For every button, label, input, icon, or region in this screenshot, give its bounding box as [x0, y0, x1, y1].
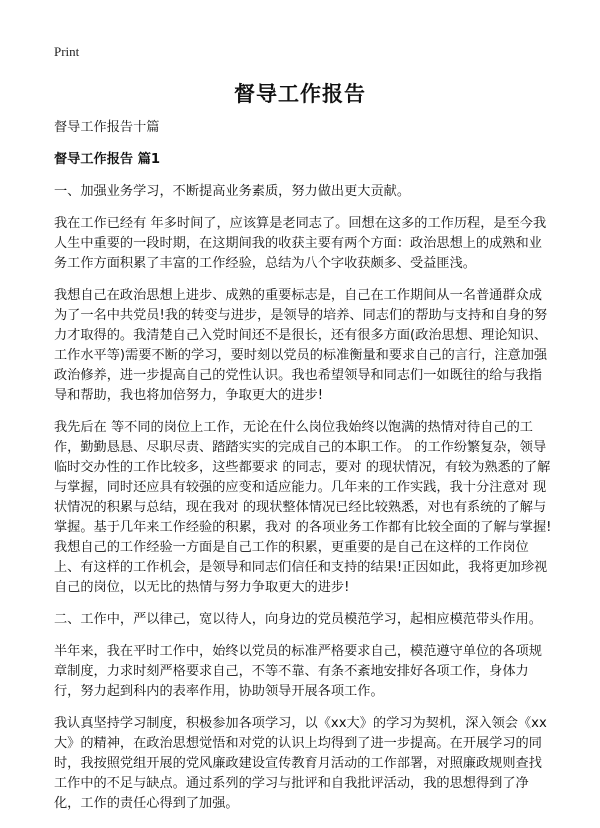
page-title: 督导工作报告 [234, 82, 366, 106]
paragraph: 一、加强业务学习，不断提高业务素质，努力做出更大贡献。 [54, 184, 411, 199]
paragraph: 我先后在 等不同的岗位上工作，无论在什么岗位我始终以饱满的热情对待自己的工作，勤勤恳恳、尽职尽责、踏踏实实的完成自己的本职工作。 的工作纷繁复杂，领导临时交办性的工作比较多，这些都要求 的同志，要对 的现状情况，有较为熟悉的了解与掌握，同时还应具有较强的应变和适应能力。几年来的工作实践，我十分注意对 现状情况的积累与总结，现在我对 的现状整体情况已经比较熟悉，对也有系统的了解与掌握。基于几年来工作经验的积累，我对 的各项业务工作都有比较全面的了解与掌握!我想自己的工作经验一方面是自己工作的积累，更重要的是自己在这样的工作岗位上、有这样的工作机会，是领导和同志们信任和支持的结果!正因如此，我将更加珍视自己的岗位，以无比的热情与努力争取更大的进步! [54, 420, 552, 595]
document-body [54, 118, 554, 826]
document-subtitle: 督导工作报告十篇 [54, 120, 160, 135]
print-link[interactable]: Print [54, 44, 80, 59]
section-heading: 督导工作报告 篇1 [54, 152, 161, 167]
paragraph: 我认真坚持学习制度，积极参加各项学习，以《xx大》的学习为契机，深入领会《xx大》的精神，在政治思想觉悟和对党的认识上均得到了进一步提高。在开展学习的同时，我按照党组开展的党风廉政建设宣传教育月活动的工作部署，对照廉政规则查找工作中的不足与缺点。通过系列的学习与批评和自我批评活动，我的思想得到了净化，工作的责任心得到了加强。 [54, 716, 547, 811]
paragraph: 我在工作已经有 年多时间了，应该算是老同志了。回想在这多的工作历程，是至今我人生中重要的一段时期，在这期间我的收获主要有两个方面：政治思想上的成熟和业务工作方面积累了丰富的工作经验，总结为八个字收获颇多、受益匪浅。 [54, 216, 547, 271]
paragraph: 二、工作中，严以律己，宽以待人，向身边的党员模范学习，起相应模范带头作用。 [54, 612, 542, 627]
paragraph: 我想自己在政治思想上进步、成熟的重要标志是，自己在工作期间从一名普通群众成为了一名中共党员!我的转变与进步，是领导的培养、同志们的帮助与支持和自身的努力才取得的。我清楚自己入党时间还不是很长，还有很多方面(政治思想、理论知识、工作水平等)需要不断的学习，要时刻以党员的标准衡量和要求自己的言行，注意加强政治修养，进一步提高自己的党性认识。我也希望领导和同志们一如既往的给与我指导和帮助，我也将加倍努力，争取更大的进步! [54, 288, 548, 403]
paragraph: 半年来，我在平时工作中，始终以党员的标准严格要求自己，模范遵守单位的各项规章制度，力求时刻严格要求自己，不等不靠、有条不紊地安排好各项工作，身体力行，努力起到科内的表率作用，协助领导开展各项工作。 [54, 644, 542, 699]
